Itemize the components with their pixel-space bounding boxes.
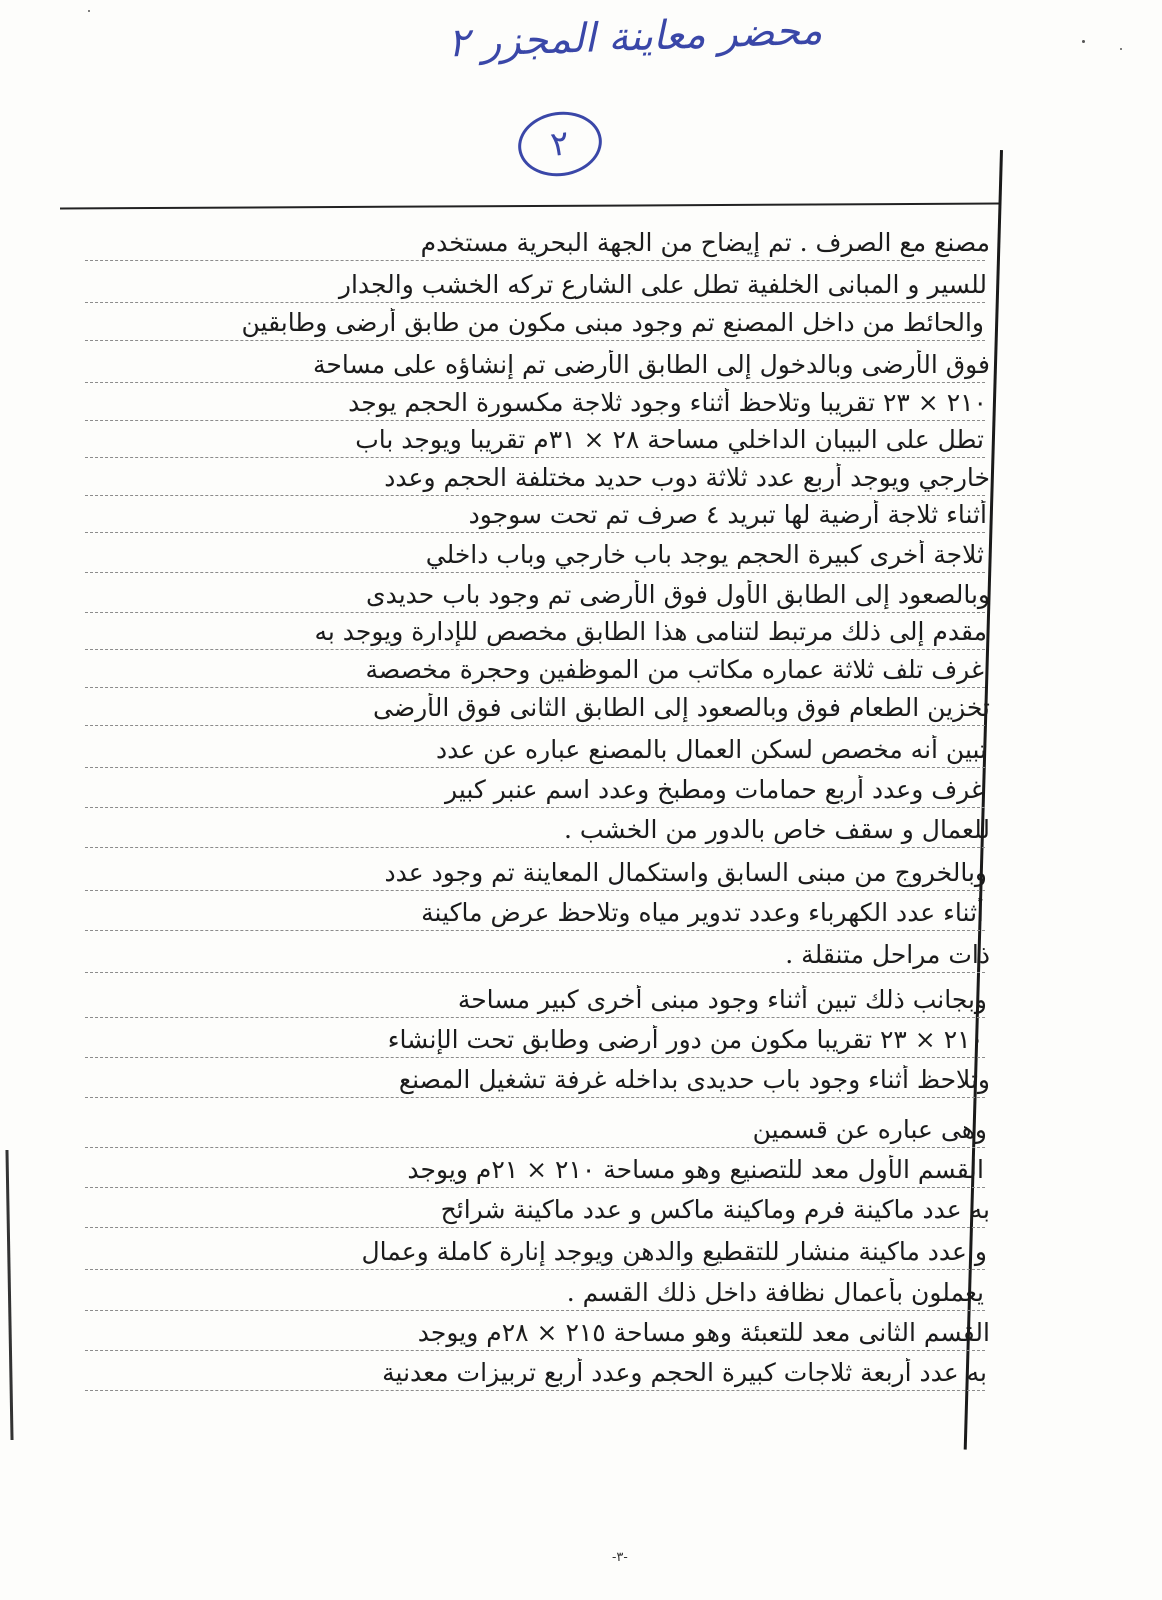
page-number: ٢: [548, 122, 572, 166]
ruled-line: [85, 1057, 985, 1058]
ruled-line: [85, 847, 985, 848]
ruled-line: [85, 1350, 985, 1351]
ruled-line: [85, 495, 985, 496]
handwritten-line: به عدد ماكينة فرم وماكينة ماكس و عدد ماكينة شرائح: [440, 1195, 990, 1224]
handwritten-line: أثناء عدد الكهرباء وعدد تدوير مياه وتلاحظ عرض ماكينة: [421, 898, 984, 927]
ruled-line: [85, 687, 985, 688]
ink-speck: [1082, 40, 1085, 43]
handwritten-line: يعملون بأعمال نظافة داخل ذلك القسم .: [566, 1278, 984, 1307]
document-title: محضر معاينة المجزر ٢: [446, 7, 824, 67]
ruled-line: [85, 1390, 985, 1391]
handwritten-line: غرف تلف ثلاثة عماره مكاتب من الموظفين وحجرة مخصصة: [365, 655, 984, 684]
ruled-line: [85, 930, 985, 931]
handwritten-line: به عدد أربعة ثلاجات كبيرة الحجم وعدد أربع تربيزات معدنية: [382, 1358, 987, 1387]
handwritten-line: تبين أنه مخصص لسكن العمال بالمصنع عباره عن عدد: [436, 735, 987, 764]
handwritten-line: وتلاحظ أثناء وجود باب حديدى بداخله غرفة تشغيل المصنع: [398, 1065, 990, 1094]
ruled-line: [85, 340, 985, 341]
ruled-line: [85, 725, 985, 726]
handwritten-line: ٢١٠ × ٢٣ تقريبا مكون من دور أرضى وطابق تحت الإنشاء: [387, 1025, 984, 1054]
ruled-line: [85, 767, 985, 768]
ruled-line: [85, 807, 985, 808]
ruled-line: [85, 649, 985, 650]
handwritten-line: أثناء ثلاجة أرضية لها تبريد ٤ صرف تم تحت سوجود: [468, 500, 987, 529]
handwritten-line: مقدم إلى ذلك مرتبط لتنامى هذا الطابق مخصص للإدارة ويوجد به: [314, 617, 987, 646]
ink-speck: [1120, 48, 1122, 50]
left-margin-mark: [5, 1150, 13, 1440]
ruled-line: [85, 1269, 985, 1270]
handwritten-line: للسير و المبانى الخلفية تطل على الشارع تركه الخشب والجدار: [338, 270, 987, 299]
ruled-line: [85, 572, 985, 573]
handwritten-line: والحائط من داخل المصنع تم وجود مبنى مكون من طابق أرضى وطابقين: [241, 308, 984, 337]
handwritten-line: القسم الثانى معد للتعبئة وهو مساحة ٢١٥ × ٢٨م ويوجد: [417, 1318, 990, 1347]
handwritten-line: فوق الأرضى وبالدخول إلى الطابق الأرضى تم إنشاؤه على مساحة: [312, 350, 990, 379]
ruled-line: [85, 302, 985, 303]
ink-speck: [88, 10, 90, 12]
handwritten-line: مصنع مع الصرف . تم إيضاح من الجهة البحرية مستخدم: [420, 228, 990, 257]
page-number-badge: [514, 106, 606, 181]
ruled-line: [85, 532, 985, 533]
handwritten-line: وبالصعود إلى الطابق الأول فوق الأرضى تم وجود باب حديدى: [366, 580, 990, 609]
handwritten-line: تخزين الطعام فوق وبالصعود إلى الطابق الثانى فوق الأرضى: [373, 693, 990, 722]
ruled-line: [85, 1310, 985, 1311]
ruled-line: [85, 1097, 985, 1098]
handwritten-line: للعمال و سقف خاص بالدور من الخشب .: [563, 815, 990, 844]
ruled-line: [85, 1187, 985, 1188]
handwritten-line: وهى عباره عن قسمين: [752, 1115, 987, 1144]
handwritten-line: ثلاجة أخرى كبيرة الحجم يوجد باب خارجي وباب داخلي: [425, 540, 984, 569]
handwritten-line: ذات مراحل متنقلة .: [785, 940, 990, 969]
ruled-line: [85, 1227, 985, 1228]
ruled-line: [85, 1147, 985, 1148]
handwritten-line: وبالخروج من مبنى السابق واستكمال المعاينة تم وجود عدد: [384, 858, 987, 887]
ruled-line: [85, 890, 985, 891]
ruled-line: [85, 382, 985, 383]
handwritten-line: ٢١٠ × ٢٣ تقريبا وتلاحظ أثناء وجود ثلاجة مكسورة الحجم يوجد: [348, 388, 987, 417]
footer-page-mark: -٣-: [612, 1550, 628, 1565]
ruled-line: [85, 420, 985, 421]
handwritten-line: خارجي ويوجد أربع عدد ثلاثة دوب حديد مختلفة الحجم وعدد: [384, 463, 990, 492]
handwritten-line: تطل على البيبان الداخلي مساحة ٢٨ × ٣١م تقريبا ويوجد باب: [355, 425, 984, 454]
ruled-line: [85, 612, 985, 613]
ruled-line: [85, 972, 985, 973]
handwritten-line: غرف وعدد أربع حمامات ومطبخ وعدد اسم عنبر كبير: [445, 775, 984, 804]
top-divider: [60, 203, 1000, 210]
handwritten-line: وبجانب ذلك تبين أثناء وجود مبنى أخرى كبير مساحة: [457, 985, 987, 1014]
ruled-line: [85, 1017, 985, 1018]
ruled-line: [85, 260, 985, 261]
handwritten-line: و عدد ماكينة منشار للتقطيع والدهن ويوجد إنارة كاملة وعمال: [361, 1237, 987, 1266]
ruled-line: [85, 457, 985, 458]
handwritten-line: القسم الأول معد للتصنيع وهو مساحة ٢١٠ × ٢١م ويوجد: [407, 1155, 984, 1184]
